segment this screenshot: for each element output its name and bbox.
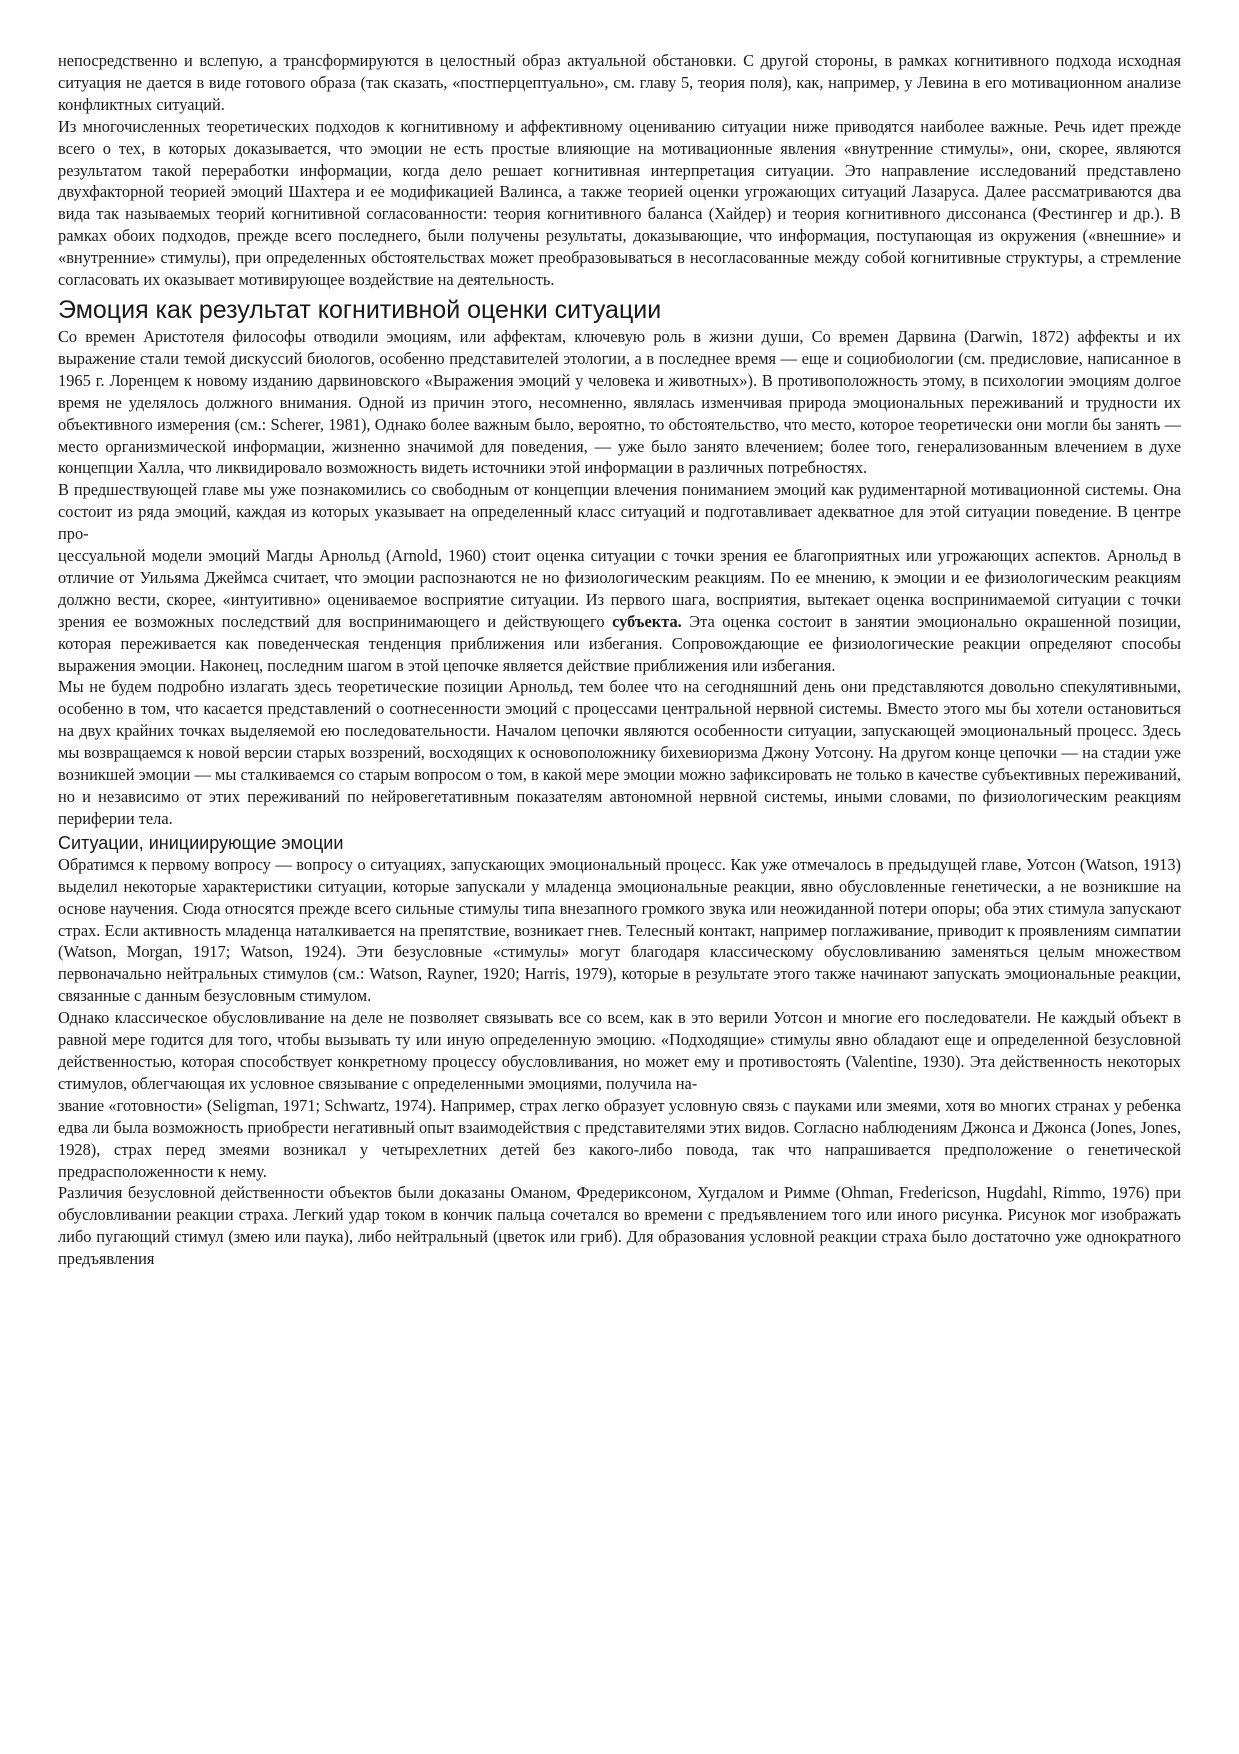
bold-term: субъекта. [612, 611, 682, 631]
paragraph: Мы не будем подробно излагать здесь теоретические позиции Арнольд, тем более что на сегодняшний день они представляются довольно спекулятивными, особенно в том, что касается представлений о соотнесенности эмоций с процессами центральной нервной системы. Вместо этого мы бы хотели остановиться на двух крайних точках выделяемой ею последовательности. Началом цепочки являются особенности ситуации, запускающей эмоциональный процесс. Здесь мы возвращаемся к новой версии старых воззрений, восходящих к основоположнику бихевиоризма Джону Уотсону. На другом конце цепочки — на стадии уже возникшей эмоции — мы сталкиваемся со старым вопросом о том, в какой мере эмоции можно зафиксировать не только в качестве субъективных переживаний, но и независимо от этих переживаний по нейровегетативным показателям автономной нервной системы, иными словами, по физиологическим реакциям периферии тела. [58, 677, 1181, 828]
paragraph: Со времен Аристотеля философы отводили эмоциям, или аффектам, ключевую роль в жизни души, Со времен Дарвина (Darwin, 1872) аффекты и их выражение стали темой дискуссий биологов, особенно представителей этологии, а в последнее время — еще и социобиологии (см. предисловие, написанное в 1965 г. Лоренцем к новому изданию дарвиновского «Выражения эмоций у человека и животных»). В противоположность этому, в психологии эмоциям долгое время не уделялось должного внимания. Одной из причин этого, несомненно, являлась изменчивая природа эмоциональных переживаний и трудности их объективного измерения (см.: Scherer, 1981), Однако более важным было, вероятно, то обстоятельство, что место, которое теоретически они могли бы занять — место организмической информации, жизненно значимой для поведения, — уже было занято влечением; более того, генерализованным влечением в духе концепции Халла, что ликвидировало возможность видеть источники этой информации в различных потребностях. [58, 326, 1181, 478]
paragraph: Обратимся к первому вопросу — вопросу о ситуациях, запускающих эмоциональный процесс. Как уже отмечалось в предыдущей главе, Уотсон (Watson, 1913) выделил некоторые характеристики ситуации, которые запускали у младенца эмоциональные реакции, явно обусловленные генетически, а не возникшие на основе научения. Сюда относятся прежде всего сильные стимулы типа внезапного громкого звука или неожиданной потери опоры; оба этих стимула запускают страх. Если активность младенца наталкивается на препятствие, возникает гнев. Телесный контакт, например поглаживание, приводит к проявлениям симпатии (Watson, Morgan, 1917; Watson, 1924). Эти безусловные «стимулы» могут благодаря классическому обусловливанию заменяться целым множеством первоначально нейтральных стимулов (см.: Watson, Rayner, 1920; Harris, 1979), которые в результате этого также начинают запускать эмоциональные реакции, связанные с данным безусловным стимулом. [58, 854, 1181, 1006]
paragraph [58, 545, 1181, 676]
paragraph: Из многочисленных теоретических подходов к когнитивному и аффективному оцениванию ситуации ниже приводятся наиболее важные. Речь идет прежде всего о тех, в которых доказывается, что эмоции не есть простые влияющие на мотивационные явления «внутренние стимулы», они, скорее, являются результатом такой переработки информации, когда дело решает когнитивная интерпретация ситуации. Это направление исследований представлено двухфакторной теорией эмоций Шахтера и ее модификацией Валинса, а также теорией оценки угрожающих ситуаций Лазаруса. Далее рассматриваются два вида так называемых теорий когнитивной согласованности: теория когнитивного баланса (Хайдер) и теория когнитивного диссонанса (Фестингер и др.). В рамках обоих подходов, прежде всего последнего, были получены результаты, доказывающие, что информация, поступающая из окружения («внешние» и «внутренние» стимулы), при определенных обстоятельствах может преобразовываться в несогласованные между собой когнитивные структуры, а стремление согласовать их оказывает мотивирующее воздействие на деятельность. [58, 116, 1181, 290]
paragraph: звание «готовности» (Seligman, 1971; Schwartz, 1974). Например, страх легко образует условную связь с пауками или змеями, хотя во многих странах у ребенка едва ли была возможность приобрести негативный опыт взаимодействия с представителями этих видов. Согласно наблюдениям Джонса и Джонса (Jones, Jones, 1928), страх перед змеями возникал у четырехлетних детей без какого-либо повода, так что напрашивается предположение о генетической предрасположенности к нему. [58, 1095, 1181, 1181]
document-page [58, 50, 1181, 1270]
subsection-heading: Ситуации, инициирующие эмоции [58, 832, 344, 853]
section-heading: Эмоция как результат когнитивной оценки ситуации [58, 295, 662, 324]
paragraph-text: цессуальной модели эмоций Магды Арнольд (Arnold, 1960) стоит оценка ситуации с точки зрения ее благоприятных или угрожающих аспектов. Арнольд в отличие от Уильяма Джеймса считает, что эмоции распознаются не но физиологическим реакциям. По ее мнению, к эмоции и ее физиологическим реакциям должно вести, скорее, «интуитивно» оцениваемое восприятие ситуации. Из первого шага, восприятия, вытекает оценка воспринимаемой ситуации с точки зрения ее возможных последствий для воспринимающего и действующего [58, 546, 1181, 631]
paragraph: Различия безусловной действенности объектов были доказаны Оманом, Фредериксоном, Хугдалом и Римме (Ohman, Fredericson, Hugdahl, Rimmo, 1976) при обусловливании реакции страха. Легкий удар током в кончик пальца сочетался во времени с предъявлением того или иного рисунка. Рисунок мог изображать либо пугающий стимул (змею или паука), либо нейтральный (цветок или гриб). Для образования условной реакции страха было достаточно уже однократного предъявления [58, 1183, 1181, 1269]
paragraph-text: Эта оценка состоит в занятии эмоционально окрашенной позиции, которая переживается как поведенческая тенденция приближения или избегания. Сопровождающие ее физиологические реакции определяют способы выражения эмоции. Наконец, последним шагом в этой цепочке является действие приближения или избегания. [58, 611, 1181, 675]
paragraph: непосредственно и вслепую, а трансформируются в целостный образ актуальной обстановки. С другой стороны, в рамках когнитивного подхода исходная ситуация не дается в виде готового образа (так сказать, «постперцептуально», см. главу 5, теория поля), как, например, у Левина в его мотивационном анализе конфликтных ситуаций. [58, 51, 1181, 114]
paragraph: Однако классическое обусловливание на деле не позволяет связывать все со всем, как в это верили Уотсон и многие его последователи. Не каждый объект в равной мере годится для того, чтобы вызывать ту или иную определенную эмоцию. «Подходящие» стимулы явно обладают еще и определенной безусловной действенностью, которая способствует конкретному процессу обусловливания, но может ему и противостоять (Valentine, 1930). Эта действенность некоторых стимулов, облегчающая их условное связывание с определенными эмоциями, получила на- [58, 1008, 1181, 1093]
paragraph: В предшествующей главе мы уже познакомились со свободным от концепции влечения пониманием эмоций как рудиментарной мотивационной системы. Она состоит из ряда эмоций, каждая из которых указывает на определенный класс ситуаций и подготавливает адекватное для этой ситуации поведение. В центре про- [58, 480, 1181, 544]
